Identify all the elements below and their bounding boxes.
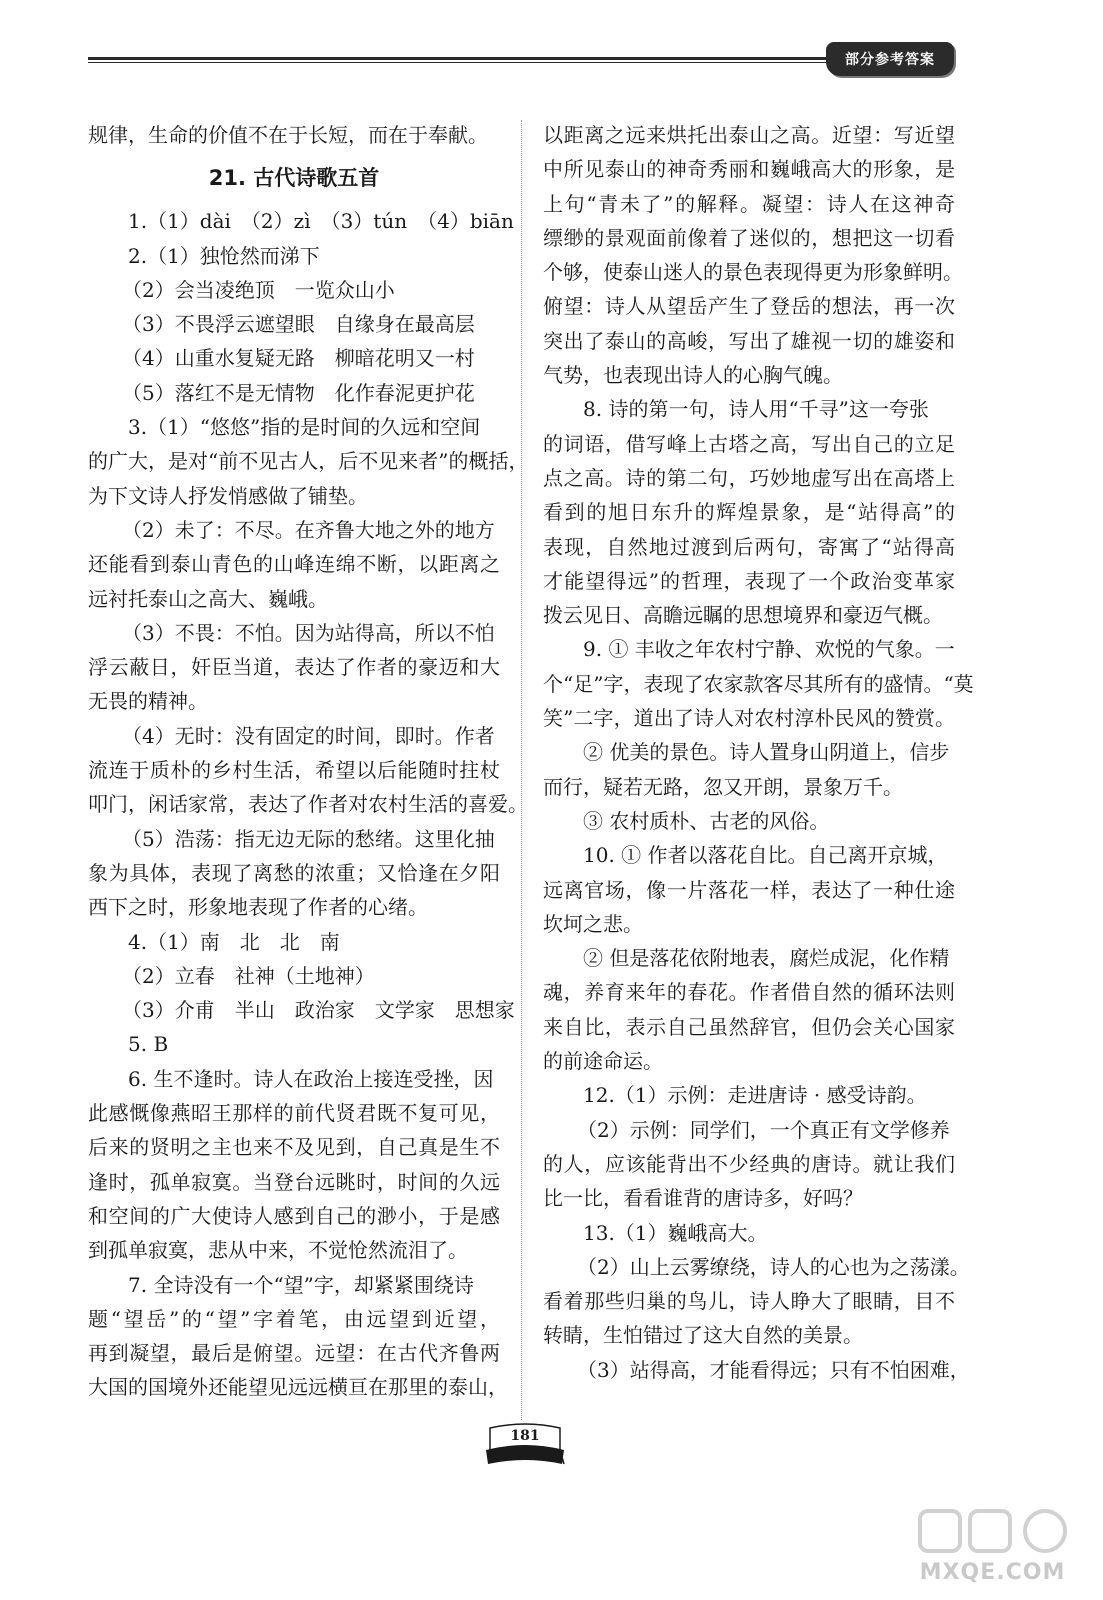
text-line: （3）不畏浮云遮望眼 自缘身在最高层: [122, 312, 475, 337]
text-line: 点之高。诗的第二句，巧妙地虚写出在高塔上: [543, 465, 955, 490]
text-line: 的广大，是对“前不见古人，后不见来者”的概括，: [88, 449, 529, 474]
text-line: （5）浩荡：指无边无际的愁绪。这里化抽: [122, 826, 495, 851]
text-line: 3.（1）“悠悠”指的是时间的久远和空间: [128, 415, 481, 440]
text-line: 8. 诗的第一句，诗人用“千寻”这一夸张: [583, 397, 929, 422]
text-line: 气势，也表现出诗人的心胸气魄。: [543, 363, 843, 388]
text-line: 西下之时，形象地表现了作者的心绪。: [88, 895, 428, 920]
text-line: 到孤单寂寞，悲从中来，不觉怆然流泪了。: [88, 1238, 468, 1263]
text-line: 此感慨像燕昭王那样的前代贤君既不复可见，: [88, 1101, 500, 1126]
text-line: 大国的国境外还能望见远远横亘在那里的泰山，: [88, 1375, 508, 1400]
text-line: 逢时，孤单寂寞。当登台远眺时，时间的久远: [88, 1169, 500, 1194]
text-line: 转睛，生怕错过了这大自然的美景。: [543, 1323, 863, 1348]
left-column: [88, 118, 529, 1405]
text-line: （2）会当凌绝顶 一览众山小: [122, 277, 395, 302]
header-rule-thin: [88, 62, 828, 63]
text-line: （3）站得高，才能看得远；只有不怕困难，: [577, 1357, 970, 1382]
text-line: 上句“青未了”的解释。凝望：诗人在这神奇: [543, 191, 955, 216]
text-line: （2）山上云雾缭绕，诗人的心也为之荡漾。: [577, 1254, 970, 1279]
right-column: [543, 118, 974, 1387]
text-line: 还能看到泰山青色的山峰连绵不断，以距离之: [88, 552, 500, 577]
text-line: 10. ① 作者以落花自比。自己离开京城，: [583, 843, 948, 868]
text-line: 表现，自然地过渡到后两句，寄寓了“站得高: [543, 534, 955, 559]
text-line: 叩门，闲话家常，表达了作者对农村生活的喜爱。: [88, 792, 528, 817]
text-line: 比一比，看看谁背的唐诗多，好吗？: [543, 1186, 863, 1211]
text-line: 来自比，表示自己虽然辞官，但仍会关心国家: [543, 1014, 955, 1039]
text-line: 12.（1）示例：走进唐诗 · 感受诗韵。: [583, 1083, 927, 1108]
text-line: 浮云蔽日，奸臣当道，表达了作者的豪迈和大: [88, 655, 500, 680]
page-number-badge: [482, 1420, 568, 1470]
watermark-logo-icon: [900, 1505, 1085, 1560]
section-heading: 21. 古代诗歌五首: [208, 166, 380, 191]
text-line: 9. ① 丰收之年农村宁静、欢悦的气象。一: [583, 637, 955, 662]
text-line: 而行，疑若无路，忽又开朗，景象万千。: [543, 774, 903, 799]
text-line: 5. B: [128, 1032, 169, 1057]
text-line: 流连于质朴的乡村生活，希望以后能随时拄杖: [88, 758, 500, 783]
text-line: ② 但是落花依附地表，腐烂成泥，化作精: [583, 946, 950, 971]
header-rule: [88, 57, 828, 60]
text-line: 远离官场，像一片落花一样，表达了一种仕途: [543, 877, 955, 902]
section-tab: 部分参考答案: [826, 42, 954, 76]
text-line: 的人，应该能背出不少经典的唐诗。就让我们: [543, 1151, 955, 1176]
text-line: 无畏的精神。: [88, 689, 208, 714]
text-line: 笑”二字，道出了诗人对农村淳朴民风的赞赏。: [543, 706, 955, 731]
watermark-text: MXQE.COM: [919, 1560, 1066, 1585]
text-line: 的词语，借写峰上古塔之高，写出自己的立足: [543, 431, 955, 456]
text-line: 的前途命运。: [543, 1049, 663, 1074]
text-line: 个“足”字，表现了农家款客尽其所有的盛情。“莫: [543, 671, 974, 696]
page-number: 181: [510, 1428, 540, 1444]
text-line: 看着那些归巢的鸟儿，诗人睁大了眼睛，目不: [543, 1289, 955, 1314]
text-line: 突出了泰山的高峻，写出了雄视一切的雄姿和: [543, 328, 955, 353]
text-line: 才能望得远”的哲理，表现了一个政治变革家: [543, 568, 955, 593]
text-line: 以距离之远来烘托出泰山之高。近望：写近望: [543, 123, 955, 147]
text-line: ② 优美的景色。诗人置身山阴道上，信步: [583, 740, 950, 765]
text-line: 7. 全诗没有一个“望”字，却紧紧围绕诗: [128, 1272, 474, 1297]
text-line: 题“望岳”的“望”字着笔，由远望到近望，: [88, 1306, 500, 1331]
text-line: （3）介甫 半山 政治家 文学家 思想家: [122, 998, 515, 1023]
column-divider: [521, 120, 522, 1420]
text-line: 拨云见日、高瞻远瞩的思想境界和豪迈气概。: [543, 603, 943, 628]
text-line: 1.（1）dài （2）zì （3）tún （4）biān: [128, 209, 514, 234]
text-line: ③ 农村质朴、古老的风俗。: [583, 808, 830, 833]
text-line: 和空间的广大使诗人感到自己的渺小，于是感: [88, 1203, 500, 1228]
text-line: 看到的旭日东升的辉煌景象，是“站得高”的: [543, 500, 955, 525]
text-line: （3）不畏：不怕。因为站得高，所以不怕: [122, 620, 495, 645]
text-line: （5）落红不是无情物 化作春泥更护花: [122, 380, 475, 405]
text-line: 中所见泰山的神奇秀丽和巍峨高大的形象，是: [543, 157, 955, 182]
text-line: 缥缈的景观面前像着了迷似的，想把这一切看: [543, 225, 955, 250]
text-line: （4）无时：没有固定的时间，即时。作者: [122, 723, 495, 748]
text-line: 4.（1）南 北 北 南: [128, 929, 340, 954]
text-line: 象为具体，表现了离愁的浓重；又恰逢在夕阳: [88, 860, 500, 885]
text-line: （4）山重水复疑无路 柳暗花明又一村: [122, 346, 475, 371]
text-line: 坎坷之悲。: [543, 911, 643, 936]
text-line: 为下文诗人抒发悄感做了铺垫。: [88, 483, 368, 508]
text-line: 6. 生不逢时。诗人在政治上接连受挫，因: [128, 1066, 494, 1091]
text-line: 规律，生命的价值不在于长短，而在于奉献。: [88, 123, 488, 147]
text-line: （2）未了：不尽。在齐鲁大地之外的地方: [122, 517, 495, 542]
text-line: 个够，使泰山迷人的景色表现得更为形象鲜明。: [543, 260, 963, 285]
text-line: （2）立春 社神（土地神）: [122, 963, 375, 988]
text-line: 再到凝望，最后是俯望。远望：在古代齐鲁两: [88, 1341, 500, 1366]
text-line: 俯望：诗人从望岳产生了登岳的想法，再一次: [543, 294, 955, 319]
text-line: 远衬托泰山之高大、巍峨。: [88, 586, 328, 611]
text-line: （2）示例：同学们，一个真正有文学修养: [577, 1117, 950, 1142]
text-line: 2.（1）独怆然而涕下: [128, 243, 320, 268]
text-line: 13.（1）巍峨高大。: [583, 1220, 768, 1245]
text-line: 后来的贤明之主也来不及见到，自己真是生不: [88, 1135, 500, 1160]
text-line: 魂，养育来年的春花。作者借自然的循环法则: [543, 980, 955, 1005]
watermark: [900, 1505, 1085, 1585]
